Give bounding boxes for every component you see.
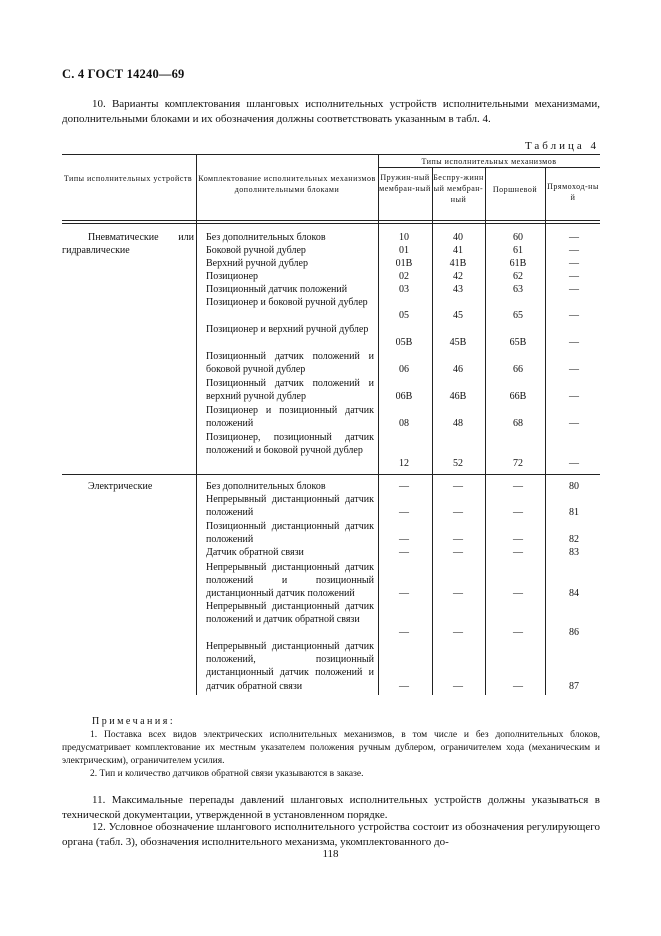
row-value-4: — xyxy=(569,284,579,295)
table-group-separator xyxy=(62,474,600,475)
row-value-3: — xyxy=(513,534,523,546)
row-value-1: 12 xyxy=(399,458,409,470)
sub-header-springless: Беспру-жинный мембран-ный xyxy=(433,173,484,204)
row-value-2: — xyxy=(453,588,463,600)
paragraph-10: 10. Варианты комплектования шланговых исполнительных устройств исполнительными механизмами, дополнительными блоками и их обозначения должны соответствовать указанным в табл. 4. xyxy=(62,98,600,125)
row-value-4: 87 xyxy=(569,680,579,692)
row-value-3: 61 xyxy=(513,245,523,256)
row-value-4: — xyxy=(569,258,579,269)
row-configuration: Непрерывный дистанционный датчик положений xyxy=(206,494,374,519)
note-1: 1. Поставка всех видов электрических исполнительных механизмов, в том числе и без дополнительных блоков, предусматривает комплектование их местным указателем положения ручным дублером, ограничителем хода (механическим и электрическим), ограничителем усилия. xyxy=(62,730,600,766)
row-value-2: 41В xyxy=(449,258,467,269)
row-configuration: Позиционер и верхний ручной дублер xyxy=(206,324,369,335)
table-header-bottom-rule-2 xyxy=(62,223,600,224)
table-col-divider-1 xyxy=(196,154,197,695)
row-value-1: 02 xyxy=(399,271,409,282)
row-value-2: 45 xyxy=(453,310,463,322)
row-value-4: — xyxy=(569,271,579,282)
row-value-3: — xyxy=(513,588,523,600)
row-value-4: — xyxy=(569,337,579,349)
row-value-4: — xyxy=(569,391,579,403)
row-value-3: 68 xyxy=(513,418,523,430)
row-value-1: 01 xyxy=(399,245,409,256)
row-value-4: 86 xyxy=(569,627,579,639)
row-value-4: — xyxy=(569,418,579,430)
row-value-2: 41 xyxy=(453,245,463,256)
row-value-1: 06 xyxy=(399,364,409,376)
sub-header-linear: Прямоход-ный xyxy=(547,182,599,202)
row-configuration: Позиционер, позиционный датчик положений и боковой ручной дублер xyxy=(206,432,374,457)
row-value-1: — xyxy=(399,481,409,492)
row-value-3: 61В xyxy=(509,258,527,269)
row-value-4: 84 xyxy=(569,588,579,600)
row-value-1: — xyxy=(399,507,409,519)
row-value-1: 10 xyxy=(399,232,409,243)
col-header-device-types: Типы исполнительных устройств xyxy=(63,174,193,183)
paragraph-12: 12. Условное обозначение шлангового исполнительного устройства состоит из обозначения регулирующего органа (табл. 3), обозначения исполнительного механизма, укомплектованного до- xyxy=(62,821,600,848)
table-caption: Таблица 4 xyxy=(524,140,599,152)
row-value-4: — xyxy=(569,310,579,322)
table-subheader-rule xyxy=(378,167,600,168)
row-value-2: 42 xyxy=(453,271,463,282)
row-value-2: 46 xyxy=(453,364,463,376)
row-configuration: Боковой ручной дублер xyxy=(206,245,306,256)
paragraph-11: 11. Максимальные перепады давлений шланговых исполнительных устройств должны указываться в технической документации, утвержденной в установленном порядке. xyxy=(62,794,600,821)
row-value-1: — xyxy=(399,627,409,639)
row-configuration: Позиционер и позиционный датчик положений xyxy=(206,405,374,430)
row-value-1: — xyxy=(399,547,409,558)
sub-header-piston: Поршневой xyxy=(492,185,538,194)
row-group-type: Пневматические или гидравлические xyxy=(62,232,194,256)
row-value-1: 05 xyxy=(399,310,409,322)
row-group-type: Электрические xyxy=(88,481,153,492)
note-2: 2. Тип и количество датчиков обратной связи указываются в заказе. xyxy=(90,769,364,779)
row-value-3: — xyxy=(513,481,523,492)
row-configuration: Позиционер и боковой ручной дублер xyxy=(206,297,368,308)
row-value-2: 40 xyxy=(453,232,463,243)
row-value-3: 66В xyxy=(509,391,527,403)
row-value-1: 03 xyxy=(399,284,409,295)
row-configuration: Без дополнительных блоков xyxy=(206,232,326,243)
row-value-2: 43 xyxy=(453,284,463,295)
table-col-divider-4 xyxy=(485,167,486,695)
row-value-1: 05В xyxy=(395,337,413,349)
row-value-3: — xyxy=(513,627,523,639)
row-value-2: — xyxy=(453,680,463,692)
row-value-4: 80 xyxy=(569,481,579,492)
row-value-1: 08 xyxy=(399,418,409,430)
row-configuration: Позиционный дистанционный датчик положений xyxy=(206,521,374,546)
row-configuration: Верхний ручной дублер xyxy=(206,258,308,269)
row-value-2: 46В xyxy=(449,391,467,403)
row-value-2: — xyxy=(453,481,463,492)
row-value-4: — xyxy=(569,364,579,376)
row-value-3: — xyxy=(513,680,523,692)
row-value-4: — xyxy=(569,232,579,243)
row-value-4: — xyxy=(569,458,579,470)
row-value-1: 06В xyxy=(395,391,413,403)
row-value-2: 48 xyxy=(453,418,463,430)
col-group-header-mechanisms: Типы исполнительных механизмов xyxy=(421,157,557,166)
table-header-bottom-rule xyxy=(62,220,600,221)
row-configuration: Непрерывный дистанционный датчик положений и позиционный дистанционный датчик положений xyxy=(206,562,374,600)
row-value-2: 52 xyxy=(453,458,463,470)
row-value-4: 83 xyxy=(569,547,579,558)
row-value-3: 66 xyxy=(513,364,523,376)
row-configuration: Позиционный датчик положений и верхний ручной дублер xyxy=(206,378,374,403)
row-value-1: — xyxy=(399,680,409,692)
row-value-4: 82 xyxy=(569,534,579,546)
row-value-3: 62 xyxy=(513,271,523,282)
row-configuration: Позиционный датчик положений xyxy=(206,284,348,295)
sub-header-spring: Пружин-ный мембран-ный xyxy=(379,173,431,193)
row-value-2: 45В xyxy=(449,337,467,349)
row-value-1: 01В xyxy=(395,258,413,269)
page-header: С. 4 ГОСТ 14240—69 xyxy=(62,67,185,81)
row-value-3: 63 xyxy=(513,284,523,295)
row-configuration: Без дополнительных блоков xyxy=(206,481,326,492)
row-value-2: — xyxy=(453,534,463,546)
page-number: 118 xyxy=(322,848,339,860)
row-configuration: Непрерывный дистанционный датчик положений и датчик обратной связи xyxy=(206,601,374,626)
table-col-divider-2 xyxy=(378,154,379,695)
row-configuration: Позиционер xyxy=(206,271,259,282)
row-value-1: — xyxy=(399,534,409,546)
row-value-3: 65 xyxy=(513,310,523,322)
row-value-4: 81 xyxy=(569,507,579,519)
row-value-4: — xyxy=(569,245,579,256)
row-configuration: Непрерывный дистанционный датчик положений, позиционный дистанционный датчик положений и датчик обратной связи xyxy=(206,641,374,692)
table-top-rule xyxy=(62,154,600,155)
row-value-3: — xyxy=(513,507,523,519)
row-value-3: 65В xyxy=(509,337,527,349)
row-configuration: Позиционный датчик положений и боковой ручной дублер xyxy=(206,351,374,376)
row-value-3: 72 xyxy=(513,458,523,470)
row-value-2: — xyxy=(453,627,463,639)
row-configuration: Датчик обратной связи xyxy=(206,547,304,558)
notes-title: Примечания: xyxy=(92,716,176,727)
row-value-1: — xyxy=(399,588,409,600)
col-header-configuration: Комплектование исполнительных механизмов дополнительными блоками xyxy=(198,174,376,194)
row-value-2: — xyxy=(453,507,463,519)
table-col-divider-3 xyxy=(432,167,433,695)
row-value-3: 60 xyxy=(513,232,523,243)
row-value-3: — xyxy=(513,547,523,558)
row-value-2: — xyxy=(453,547,463,558)
